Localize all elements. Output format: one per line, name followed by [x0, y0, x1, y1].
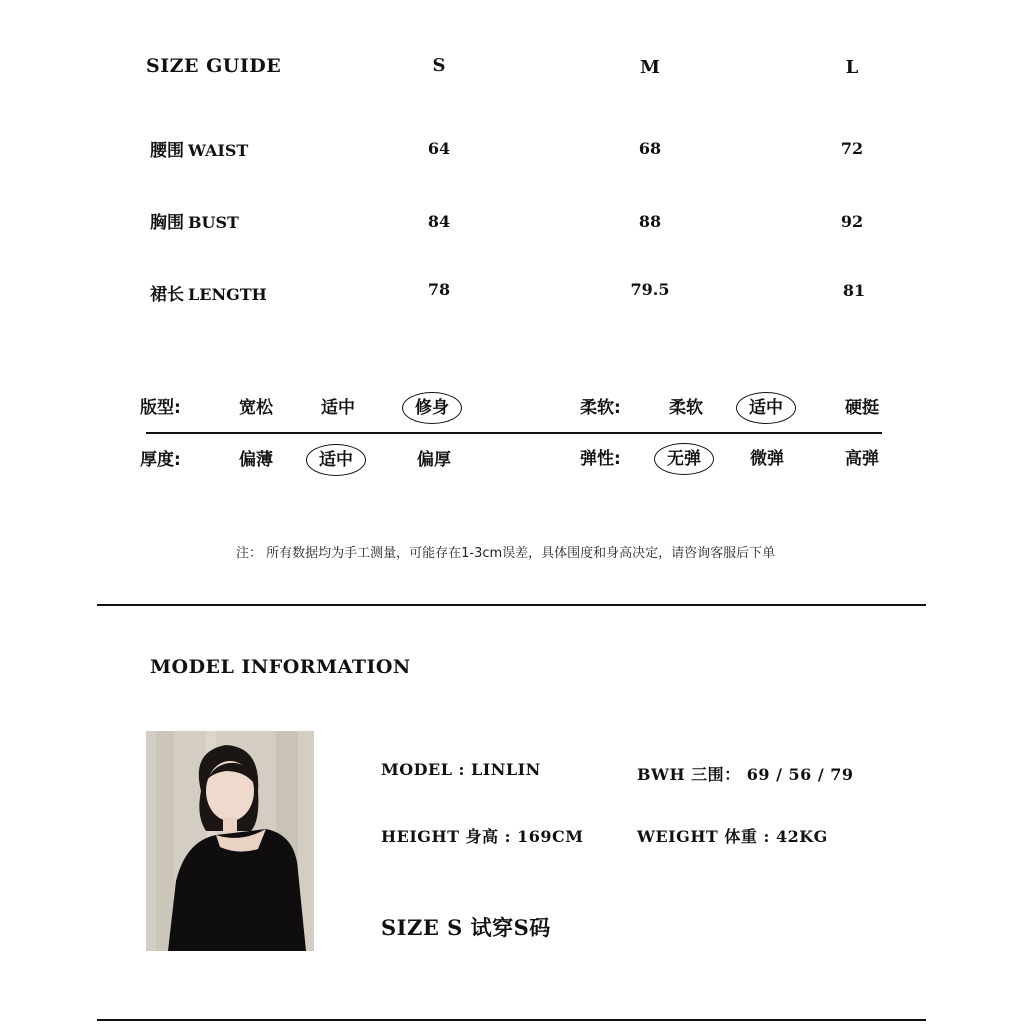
bust-s: 84 [427, 212, 451, 231]
softness-option-soft: 柔软 [669, 398, 703, 418]
size-guide-title: SIZE GUIDE [146, 55, 282, 77]
model-photo [146, 731, 314, 951]
fit-label: 版型: [140, 398, 181, 418]
softness-label: 柔软: [580, 398, 621, 418]
softness-option-stiff: 硬挺 [845, 398, 879, 418]
size-header-l: L [845, 57, 859, 78]
fit-option-slim-selected: 修身 [402, 392, 462, 424]
size-header-m: M [640, 57, 660, 78]
row-label-waist: 腰围 WAIST [150, 141, 249, 161]
elasticity-option-high: 高弹 [845, 449, 879, 469]
model-weight: WEIGHT 体重 : 42KG [637, 827, 828, 846]
row-label-length: 裙长 LENGTH [150, 285, 267, 305]
bust-m: 88 [638, 212, 662, 231]
elasticity-option-slight: 微弹 [750, 449, 784, 469]
softness-option-medium-selected: 适中 [736, 392, 796, 424]
model-info-title: MODEL INFORMATION [150, 656, 411, 678]
model-name: MODEL : LINLIN [381, 760, 541, 779]
model-bwh: BWH 三围： 69 / 56 / 79 [637, 765, 854, 784]
length-l: 81 [842, 281, 866, 300]
thickness-option-medium-selected: 适中 [306, 444, 366, 476]
section-divider-top [97, 604, 926, 606]
bust-l: 92 [840, 212, 864, 231]
thickness-label: 厚度: [140, 450, 181, 470]
model-photo-illustration [146, 731, 314, 951]
length-m: 79.5 [630, 280, 670, 299]
waist-s: 64 [427, 139, 451, 158]
fit-option-regular: 适中 [321, 398, 355, 418]
model-height: HEIGHT 身高 : 169CM [381, 827, 584, 846]
measurement-note: 注： 所有数据均为手工测量，可能存在1-3cm误差，具体围度和身高决定，请咨询客服后下单 [236, 546, 776, 561]
waist-m: 68 [638, 139, 662, 158]
attributes-divider [146, 432, 882, 434]
thickness-option-thin: 偏薄 [239, 450, 273, 470]
elasticity-label: 弹性: [580, 449, 621, 469]
section-divider-bottom [97, 1019, 926, 1021]
elasticity-option-none-selected: 无弹 [654, 443, 714, 475]
size-header-s: S [432, 55, 446, 76]
length-s: 78 [427, 280, 451, 299]
fit-option-loose: 宽松 [239, 398, 273, 418]
model-size: SIZE S 试穿S码 [381, 915, 551, 940]
thickness-option-thick: 偏厚 [417, 450, 451, 470]
waist-l: 72 [840, 139, 864, 158]
row-label-bust: 胸围 BUST [150, 213, 239, 233]
